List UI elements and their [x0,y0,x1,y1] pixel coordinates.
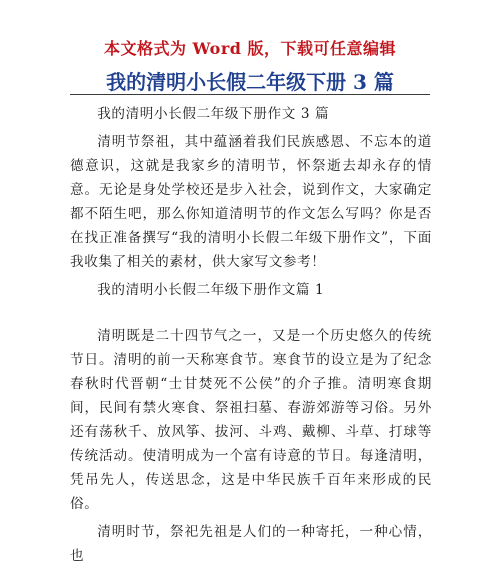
essay-paragraph-continued: 清明时节，祭祀先祖是人们的一种寄托，一种心情，也 [70,524,432,564]
intro-paragraph: 清明节祭祖，其中蕴涵着我们民族感恩、不忘本的道德意识，这就是我家乡的清明节，怀祭逝去却永存的情意。无论是身处学校还是步入社会，说到作文，大家确定都不陌生吧，那么你知道清明节的作文怎么写吗？你是否在找正准备撰写“我的清明小长假二年级下册作文”，下面我收集了相关的素材，供大家写文参考！ [70,134,432,270]
document-body [70,102,432,568]
section-heading: 我的清明小长假二年级下册作文 3 篇 [97,106,330,122]
document-title: 我的清明小长假二年级下册 3 篇 [106,70,394,94]
essay-paragraph: 清明既是二十四节气之一，又是一个历史悠久的传统节日。清明的前一天称寒食节。寒食节的设立是为了纪念春秋时代晋朝“士甘焚死不公侯”的介子推。清明寒食期间，民间有禁火寒食、祭祖扫墓、春游郊游等习俗。另外还有荡秋千、放风筝、拔河、斗鸡、戴柳、斗草、打球等传统活动。使清明成为一个富有诗意的节日。每逢清明，凭吊先人，传送思念，这是中华民族千百年来形成的民俗。 [70,328,432,512]
title-divider [70,94,430,95]
essay-heading: 我的清明小长假二年级下册作文篇 1 [97,282,325,298]
format-banner: 本文格式为 Word 版，下载可任意编辑 [103,39,397,58]
